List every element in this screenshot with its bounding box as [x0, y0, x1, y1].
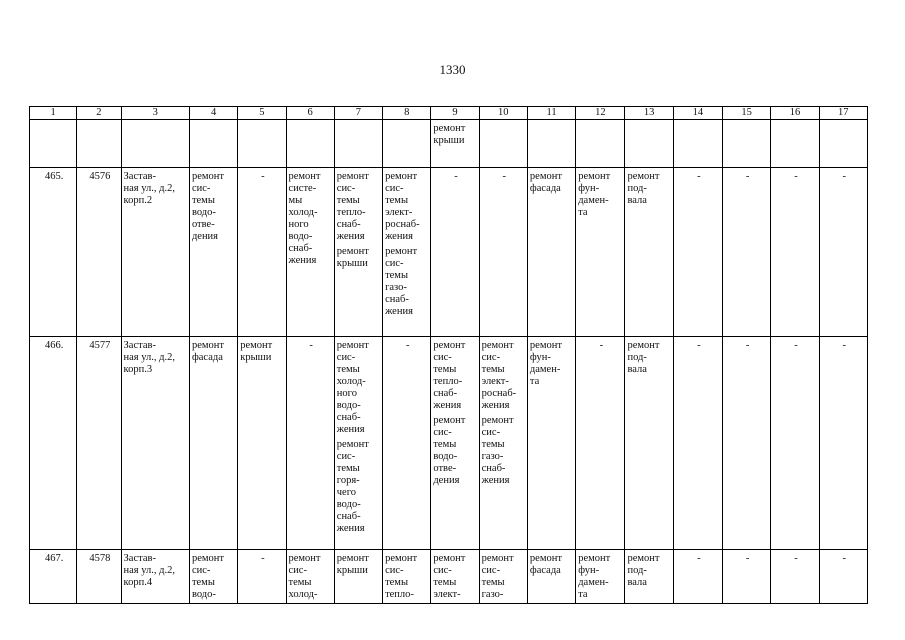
work-item [482, 340, 527, 412]
address-text: корп.4 [123, 577, 153, 588]
work-cell [527, 337, 575, 550]
column-number-cell: 9 [431, 107, 479, 120]
column-number-cell: 4 [189, 107, 237, 120]
table-cell [286, 120, 334, 168]
work-text: ремонт [433, 553, 466, 564]
empty-work-cell: - [771, 168, 819, 337]
work-text: жения [385, 231, 413, 242]
table-cell [238, 120, 286, 168]
column-number-cell: 6 [286, 107, 334, 120]
table-cell [431, 120, 479, 168]
column-number-row [30, 107, 868, 120]
work-cell [625, 550, 673, 605]
column-number-cell: 14 [673, 107, 722, 120]
work-cell [189, 550, 237, 605]
table-cell [771, 120, 819, 168]
work-text: ного [288, 219, 309, 230]
empty-work-cell: - [286, 337, 334, 550]
empty-work-cell: - [673, 337, 722, 550]
empty-work-cell: - [771, 337, 819, 550]
table-cell [625, 120, 673, 168]
work-text: ремонт [529, 171, 562, 182]
empty-work-cell: - [383, 337, 431, 550]
empty-work-cell: - [819, 550, 867, 605]
work-text: крыши [336, 258, 368, 269]
work-text: сис- [433, 565, 452, 576]
work-text: вала [627, 577, 647, 588]
empty-work-cell: - [576, 337, 625, 550]
empty-work-cell: - [238, 550, 286, 605]
work-item [530, 340, 575, 388]
work-text: дамен- [529, 364, 561, 375]
work-text: темы [191, 195, 215, 206]
work-text: дения [433, 475, 460, 486]
work-text: ремонт [336, 553, 369, 564]
row-number-cell: 465. [30, 168, 77, 337]
work-text: элект- [481, 376, 509, 387]
work-cell [334, 550, 382, 605]
work-text: мы [288, 195, 303, 206]
work-item [578, 553, 624, 601]
empty-work-cell: - [479, 168, 527, 337]
work-text: под- [627, 352, 647, 363]
work-text: роснаб- [481, 388, 517, 399]
column-number-cell: 16 [771, 107, 819, 120]
work-text: темы [481, 439, 505, 450]
work-cell [576, 550, 625, 605]
work-text: фасада [191, 352, 223, 363]
work-text: ремонт [627, 340, 660, 351]
work-text: элект- [433, 589, 461, 600]
empty-work-cell: - [673, 550, 722, 605]
work-text: сис- [336, 451, 356, 462]
work-cell [383, 168, 431, 337]
work-text: тепло- [433, 376, 463, 387]
building-code-cell: 4578 [77, 550, 121, 605]
empty-work-cell: - [819, 168, 867, 337]
work-text: ремонт [433, 123, 466, 134]
work-text: темы [191, 577, 215, 588]
work-item [289, 553, 334, 601]
work-item [530, 553, 575, 577]
column-number-cell: 1 [30, 107, 77, 120]
work-text: ного [336, 388, 357, 399]
work-text: темы [385, 577, 409, 588]
column-number-cell: 7 [334, 107, 382, 120]
work-text: темы [433, 439, 457, 450]
work-text: снаб- [336, 412, 361, 423]
address-text: ная ул., д.2, [123, 565, 176, 576]
work-text: темы [288, 577, 312, 588]
work-item [337, 340, 382, 436]
work-item [482, 553, 527, 601]
work-text: дамен- [578, 195, 609, 206]
work-cell [479, 550, 527, 605]
work-text: жения [481, 400, 510, 411]
work-text: темы [433, 364, 457, 375]
work-text: горя- [336, 475, 360, 486]
work-text: темы [481, 364, 505, 375]
work-item [433, 415, 478, 487]
work-text: ремонт [627, 171, 660, 182]
work-item [289, 171, 334, 267]
work-text: тепло- [385, 589, 414, 600]
work-text: сис- [385, 258, 404, 269]
table-cell [30, 120, 77, 168]
work-text: под- [627, 565, 647, 576]
continuation-row [30, 120, 868, 168]
work-text: сис- [433, 352, 452, 363]
work-text: сис- [191, 183, 211, 194]
work-text: ремонт [336, 246, 369, 257]
work-text: ремонт [578, 171, 611, 182]
work-text: фун- [529, 352, 551, 363]
work-text: систе- [288, 183, 317, 194]
work-item [192, 340, 237, 364]
work-item [627, 340, 672, 376]
table-cell [334, 120, 382, 168]
work-item [530, 171, 575, 195]
work-cell [431, 337, 479, 550]
work-text: чего [336, 487, 357, 498]
work-item [433, 340, 478, 412]
work-item [337, 246, 382, 270]
work-text: под- [627, 183, 647, 194]
column-number-cell: 10 [479, 107, 527, 120]
building-code-cell: 4577 [77, 337, 121, 550]
repair-schedule-table [29, 106, 868, 604]
work-text: ремонт [481, 553, 514, 564]
table-cell [189, 120, 237, 168]
work-text: холод- [336, 376, 366, 387]
column-number-cell: 2 [77, 107, 121, 120]
work-text: сис- [191, 565, 211, 576]
page-number: 1330 [439, 62, 466, 77]
work-text: фун- [578, 183, 600, 194]
work-cell [625, 168, 673, 337]
work-text: сис- [336, 183, 356, 194]
work-cell [527, 168, 575, 337]
work-text: фасада [529, 565, 561, 576]
work-item [385, 171, 430, 243]
work-text: темы [385, 270, 409, 281]
work-item [385, 246, 430, 318]
work-text: ремонт [433, 415, 466, 426]
work-text: водо- [191, 207, 216, 218]
work-text: роснаб- [385, 219, 420, 230]
work-item [482, 415, 527, 487]
work-text: ремонт [529, 340, 562, 351]
work-text: ремонт [385, 553, 418, 564]
work-text: темы [385, 195, 409, 206]
work-text: сис- [288, 565, 307, 576]
work-item [578, 171, 624, 219]
work-text: крыши [336, 565, 368, 576]
table-cell [576, 120, 625, 168]
work-text: вала [627, 195, 647, 206]
work-item [192, 553, 237, 601]
table-cell [819, 120, 867, 168]
work-text: темы [433, 577, 457, 588]
work-text: водо- [336, 400, 361, 411]
repair-schedule-table-container [29, 106, 868, 604]
work-text: ремонт [627, 553, 660, 564]
work-text: ремонт [481, 415, 514, 426]
work-cell [189, 337, 237, 550]
work-item [385, 553, 430, 601]
empty-work-cell: - [723, 337, 771, 550]
work-text: фун- [578, 565, 600, 576]
table-cell [527, 120, 575, 168]
address-cell [121, 168, 189, 337]
table-cell [673, 120, 722, 168]
work-text: ремонт [578, 553, 611, 564]
table-row [30, 550, 868, 605]
column-number-cell: 8 [383, 107, 431, 120]
work-text: водо- [191, 589, 216, 600]
table-cell [121, 120, 189, 168]
work-text: ремонт [191, 171, 224, 182]
work-text: та [578, 207, 588, 218]
work-text: снаб- [288, 243, 313, 254]
work-text: ремонт [336, 439, 369, 450]
work-item [337, 439, 382, 535]
table-cell [479, 120, 527, 168]
work-text: ремонт [191, 553, 224, 564]
work-text: крыши [240, 352, 272, 363]
work-text: темы [336, 463, 360, 474]
work-text: дения [191, 231, 219, 242]
work-cell [334, 168, 382, 337]
work-text: ремонт [240, 340, 273, 351]
work-cell [383, 550, 431, 605]
work-text: сис- [385, 183, 404, 194]
table-row [30, 168, 868, 337]
work-text: жения [385, 306, 413, 317]
work-text: ремонт [385, 171, 418, 182]
column-number-cell: 13 [625, 107, 673, 120]
work-text: ремонт [529, 553, 562, 564]
work-item [337, 171, 382, 243]
work-item [337, 553, 382, 577]
address-text: ная ул., д.2, [123, 352, 176, 363]
column-number-cell: 17 [819, 107, 867, 120]
work-text: фасада [529, 183, 561, 194]
work-text: ремонт [481, 340, 514, 351]
column-number-cell: 15 [723, 107, 771, 120]
work-text: ремонт [385, 246, 418, 257]
address-text: корп.3 [123, 364, 153, 375]
work-text: водо- [336, 499, 361, 510]
empty-work-cell: - [819, 337, 867, 550]
work-text: ремонт [288, 553, 321, 564]
work-text: дамен- [578, 577, 609, 588]
column-number-cell: 3 [121, 107, 189, 120]
work-text: элект- [385, 207, 413, 218]
work-text: газо- [481, 589, 504, 600]
work-cell [576, 168, 625, 337]
work-text: снаб- [336, 219, 361, 230]
work-text: та [529, 376, 540, 387]
address-text: ная ул., д.2, [123, 183, 176, 194]
work-cell [527, 550, 575, 605]
work-text: снаб- [481, 463, 506, 474]
work-text: сис- [481, 427, 501, 438]
work-text: отве- [191, 219, 215, 230]
empty-work-cell: - [723, 550, 771, 605]
empty-work-cell: - [673, 168, 722, 337]
table-row [30, 337, 868, 550]
table-cell [77, 120, 121, 168]
work-text: тепло- [336, 207, 366, 218]
work-cell [189, 168, 237, 337]
building-code-cell: 4576 [77, 168, 121, 337]
address-cell [121, 337, 189, 550]
work-text: ремонт [336, 171, 369, 182]
work-text: сис- [481, 352, 501, 363]
column-number-cell: 11 [527, 107, 575, 120]
row-number-cell: 466. [30, 337, 77, 550]
work-text: сис- [336, 352, 356, 363]
empty-work-cell: - [723, 168, 771, 337]
work-cell [431, 550, 479, 605]
work-text: темы [481, 577, 505, 588]
work-cell [625, 337, 673, 550]
column-number-cell: 5 [238, 107, 286, 120]
work-text: жения [433, 400, 462, 411]
work-cell [286, 168, 334, 337]
work-text: холод- [288, 589, 318, 600]
work-text: ремонт [433, 340, 466, 351]
work-text: та [578, 589, 588, 600]
work-text: жения [481, 475, 510, 486]
work-text: газо- [481, 451, 504, 462]
work-text: снаб- [385, 294, 409, 305]
address-text: корп.2 [123, 195, 153, 206]
work-text: водо- [288, 231, 313, 242]
work-text: ремонт [191, 340, 224, 351]
work-text: темы [336, 364, 360, 375]
work-text: газо- [385, 282, 407, 293]
work-text: жения [336, 523, 365, 534]
empty-work-cell: - [771, 550, 819, 605]
address-cell [121, 550, 189, 605]
address-text: Застав- [123, 553, 156, 564]
table-cell [383, 120, 431, 168]
table-cell [723, 120, 771, 168]
work-text: сис- [433, 427, 452, 438]
work-cell [238, 337, 286, 550]
work-text: отве- [433, 463, 457, 474]
work-text: снаб- [336, 511, 361, 522]
work-item [192, 171, 237, 243]
work-item [627, 171, 672, 207]
work-cell [479, 337, 527, 550]
work-item [240, 340, 285, 364]
work-text: водо- [433, 451, 458, 462]
empty-work-cell: - [431, 168, 479, 337]
column-number-cell: 12 [576, 107, 625, 120]
work-text: холод- [288, 207, 318, 218]
row-number-cell: 467. [30, 550, 77, 605]
empty-work-cell: - [238, 168, 286, 337]
work-text: крыши [433, 135, 465, 146]
work-text: темы [336, 195, 360, 206]
address-text: Застав- [123, 171, 156, 182]
work-text: ремонт [288, 171, 321, 182]
work-text: жения [336, 231, 365, 242]
work-item [627, 553, 672, 589]
work-text: снаб- [433, 388, 458, 399]
work-text: сис- [385, 565, 404, 576]
address-text: Застав- [123, 340, 156, 351]
work-cell [286, 550, 334, 605]
work-item [433, 553, 478, 601]
work-text: сис- [481, 565, 501, 576]
work-text: жения [336, 424, 365, 435]
work-text: жения [288, 255, 317, 266]
work-cell [334, 337, 382, 550]
work-text: ремонт [336, 340, 369, 351]
work-text: вала [627, 364, 647, 375]
